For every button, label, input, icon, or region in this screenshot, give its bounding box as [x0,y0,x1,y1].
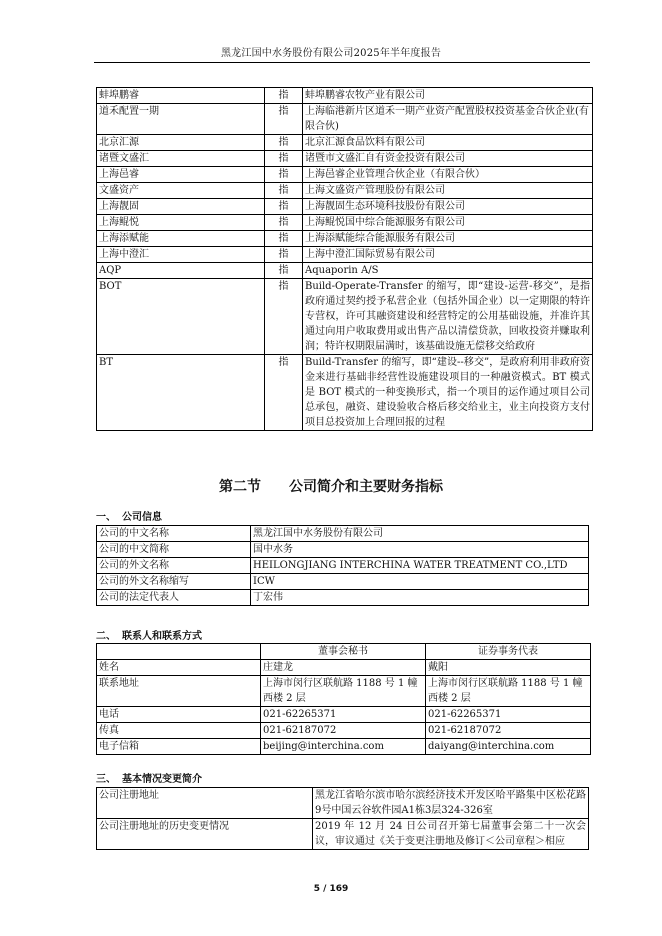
definition-term: 文盛资产 [97,183,265,199]
contact-secretary-value: 021-62265371 [261,707,426,723]
contact-label: 姓名 [97,660,261,676]
definition-ref: 指 [265,279,303,355]
definition-ref: 指 [265,167,303,183]
definition-meaning: 上海靓固生态环境科技股份有限公司 [303,199,593,215]
column-header-secretary: 董事会秘书 [261,644,426,660]
contact-representative-value: 021-62187072 [426,723,591,739]
info-value: 国中水务 [251,542,589,558]
table-row [97,676,591,707]
info-label: 公司的外文名称 [97,558,251,574]
definition-ref: 指 [265,88,303,104]
subsection-heading: 公司信息 [122,512,162,523]
subsection-contacts [96,627,202,642]
definitions-table [96,87,593,431]
info-value: ICW [251,574,589,590]
definition-row [97,279,593,355]
subsection-number: 三、 [96,774,116,785]
basic-changes-table [96,787,589,850]
definition-term: 北京汇源 [97,135,265,151]
definition-term: 上海靓固 [97,199,265,215]
section-number: 第二节 [219,479,261,495]
subsection-heading: 联系人和联系方式 [122,631,202,642]
definition-meaning: Build-Operate-Transfer 的缩写，即“建设-运营-移交”，是指政府通过契约授予私营企业（包括外国企业）以一定期限的特许专营权，许可其融资建设和经营特定的公用基础设施，并准许其通过向用户收取费用或出售产品以清偿贷款，回收投资并赚取利润；特许权期限届满时，该基础设施无偿移交给政府 [303,279,593,355]
definition-term: 上海邑睿 [97,167,265,183]
definition-row [97,247,593,263]
table-row [97,819,589,850]
subsection-company-info [96,508,162,523]
contact-label: 联系地址 [97,676,261,707]
table-row [97,590,589,606]
definition-row [97,199,593,215]
change-label: 公司注册地址的历史变更情况 [97,819,313,850]
definition-meaning: Build-Transfer 的缩写，即“建设--移交”，是政府利用非政府资金来进行基础非经营性设施建设项目的一种融资模式。BT 模式是 BOT 模式的一种变换形式，指一个项目的运作通过项目公司总承包，融资、建设验收合格后移交给业主，业主向投资方支付项目总投资加上合理回报的过程 [303,355,593,431]
table-header-row [97,644,591,660]
info-label: 公司的外文名称缩写 [97,574,251,590]
info-value: 黑龙江国中水务股份有限公司 [251,526,589,542]
definition-meaning: 上海添赋能综合能源服务有限公司 [303,231,593,247]
section-title [0,476,662,496]
contact-label: 传真 [97,723,261,739]
definition-term: 上海中澄汇 [97,247,265,263]
definition-row [97,231,593,247]
subsection-number: 一、 [96,512,116,523]
definition-row [97,135,593,151]
definition-meaning: 诸暨市文盛汇自有资金投资有限公司 [303,151,593,167]
definition-ref: 指 [265,231,303,247]
info-label: 公司的中文简称 [97,542,251,558]
definition-ref: 指 [265,135,303,151]
table-row [97,526,589,542]
table-row [97,660,591,676]
definition-ref: 指 [265,104,303,135]
change-value: 黑龙江省哈尔滨市哈尔滨经济技术开发区哈平路集中区松花路9号中国云谷软件园A1栋3层324-326室 [313,788,589,819]
definition-term: 诸暨文盛汇 [97,151,265,167]
table-row [97,542,589,558]
subsection-heading: 基本情况变更简介 [122,774,202,785]
definition-meaning: 上海鲲悦国中综合能源服务有限公司 [303,215,593,231]
definition-term: BT [97,355,265,431]
definition-meaning: 上海邑睿企业管理合伙企业（有限合伙） [303,167,593,183]
definition-meaning: 北京汇源食品饮料有限公司 [303,135,593,151]
table-header-blank [97,644,261,660]
page-header: 黑龙江国中水务股份有限公司2025年半年度报告 [220,48,442,59]
contact-secretary-value: 021-62187072 [261,723,426,739]
contact-representative-value: 戴阳 [426,660,591,676]
table-row [97,574,589,590]
definition-ref: 指 [265,355,303,431]
contact-secretary-value: 上海市闵行区联航路 1188 号 1 幢西楼 2 层 [261,676,426,707]
definition-meaning: 上海临港新片区道禾一期产业资产配置股权投资基金合伙企业(有限合伙) [303,104,593,135]
definition-ref: 指 [265,263,303,279]
info-label: 公司的法定代表人 [97,590,251,606]
table-row [97,739,591,755]
definition-row [97,88,593,104]
definition-ref: 指 [265,247,303,263]
definition-meaning: 上海文盛资产管理股份有限公司 [303,183,593,199]
company-info-table [96,525,589,606]
info-value: 丁宏伟 [251,590,589,606]
table-row [97,788,589,819]
definition-row [97,104,593,135]
subsection-number: 二、 [96,631,116,642]
header-rule [94,62,590,63]
info-label: 公司的中文名称 [97,526,251,542]
section-heading: 公司简介和主要财务指标 [289,479,443,495]
change-label: 公司注册地址 [97,788,313,819]
definition-meaning: Aquaporin A/S [303,263,593,279]
definition-row [97,355,593,431]
definition-meaning: 上海中澄汇国际贸易有限公司 [303,247,593,263]
contacts-table [96,643,591,755]
contact-representative-value: 上海市闵行区联航路 1188 号 1 幢西楼 2 层 [426,676,591,707]
contact-secretary-value: 庄建龙 [261,660,426,676]
definition-row [97,263,593,279]
column-header-representative: 证券事务代表 [426,644,591,660]
table-row [97,558,589,574]
change-value: 2019 年 12 月 24 日公司召开第七届董事会第二十一次会议，审议通过《关于变更注册地及修订＜公司章程＞相应 [313,819,589,850]
definition-row [97,183,593,199]
definition-term: AQP [97,263,265,279]
table-row [97,723,591,739]
definition-term: 道禾配置一期 [97,104,265,135]
info-value: HEILONGJIANG INTERCHINA WATER TREATMENT CO.,LTD [251,558,589,574]
contact-label: 电话 [97,707,261,723]
definition-term: BOT [97,279,265,355]
contact-representative-value: 021-62265371 [426,707,591,723]
contact-representative-value: daiyang@interchina.com [426,739,591,755]
page-number: 5 / 169 [313,884,349,894]
definition-term: 上海鲲悦 [97,215,265,231]
contact-secretary-value: beijing@interchina.com [261,739,426,755]
definition-term: 蚌埠鹏睿 [97,88,265,104]
definition-row [97,151,593,167]
definition-row [97,215,593,231]
contact-label: 电子信箱 [97,739,261,755]
definition-term: 上海添赋能 [97,231,265,247]
definition-ref: 指 [265,151,303,167]
definition-ref: 指 [265,183,303,199]
subsection-basic-changes [96,770,202,785]
table-row [97,707,591,723]
definition-ref: 指 [265,215,303,231]
definition-ref: 指 [265,199,303,215]
definition-row [97,167,593,183]
definition-meaning: 蚌埠鹏睿农牧产业有限公司 [303,88,593,104]
